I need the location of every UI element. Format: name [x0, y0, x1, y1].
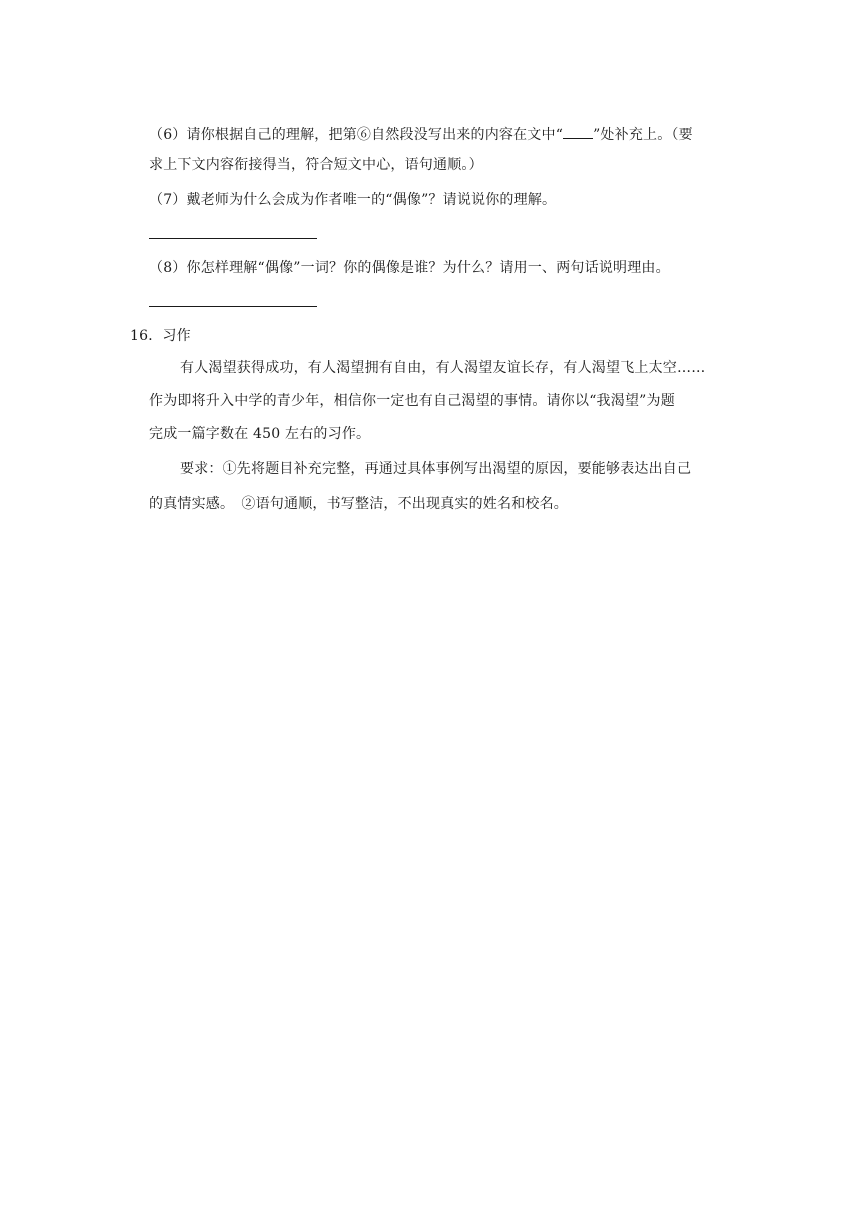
q6-line-2: 求上下文内容衔接得当，符合短文中心，语句通顺。）	[149, 157, 483, 173]
essay-para-line-3: 完成一篇字数在 450 左右的习作。	[149, 426, 371, 442]
q6-text-b: ”处补充上。（要	[593, 127, 693, 143]
q6-text-a: （6）请你根据自己的理解，把第⑥自然段没写出来的内容在文中“	[149, 127, 564, 143]
q7-answer-line[interactable]	[149, 238, 317, 239]
q6-inline-blank[interactable]	[563, 124, 593, 139]
essay-requirements-line-2: 的真情实感。 ②语句通顺，书写整洁，不出现真实的姓名和校名。	[149, 496, 568, 512]
q7-text: （7）戴老师为什么会成为作者唯一的“偶像”？请说说你的理解。	[149, 192, 557, 208]
q6-line-1	[149, 124, 693, 145]
essay-para-line-1: 有人渴望获得成功，有人渴望拥有自由，有人渴望友谊长存，有人渴望飞上太空……	[180, 360, 706, 376]
essay-heading: 16．习作	[130, 328, 191, 344]
essay-para-line-2: 作为即将升入中学的青少年，相信你一定也有自己渴望的事情。请你以“我渴望”为题	[149, 393, 675, 409]
q8-text: （8）你怎样理解“偶像”一词？你的偶像是谁？为什么？请用一、两句话说明理由。	[149, 260, 670, 276]
essay-requirements-line-1: 要求：①先将题目补充完整，再通过具体事例写出渴望的原因，要能够表达出自己	[180, 461, 692, 477]
q8-answer-line[interactable]	[149, 306, 317, 307]
